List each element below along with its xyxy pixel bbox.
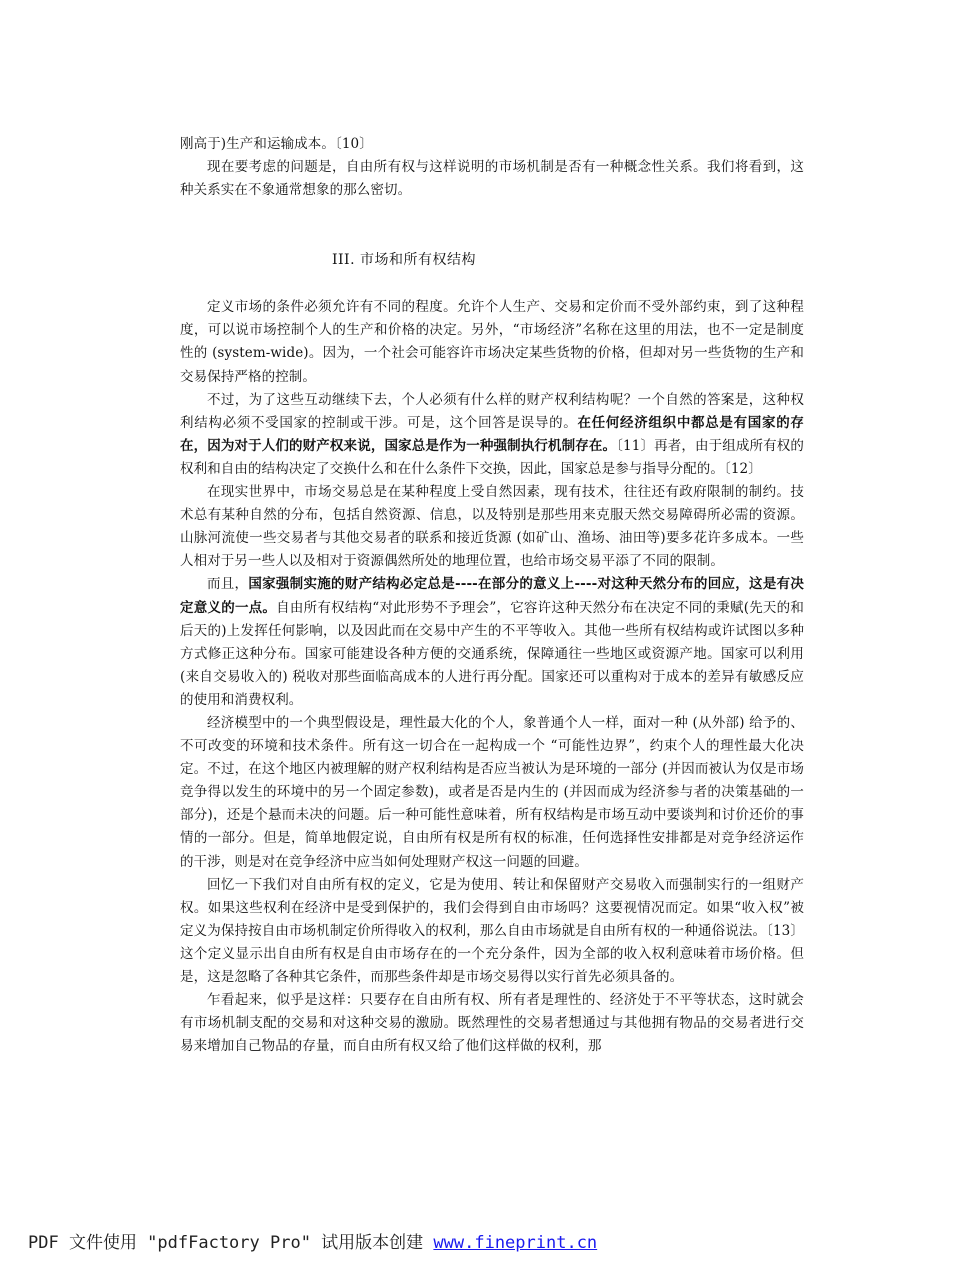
- emphasized-text: 国家强制实施的财产结构必定总是----在部分的意义上----对这种天然分布的回应，这是有决定意义的一点。: [180, 576, 804, 616]
- paragraph: [180, 573, 804, 712]
- emphasized-text: 在任何经济组织中都总是有国家的存在，因为对于人们的财产权来说，国家总是作为一种强制执行机制存在。: [180, 414, 804, 454]
- paragraph: 经济模型中的一个典型假设是，理性最大化的个人，象普通个人一样，面对一种 (从外部) 给予的、不可改变的环境和技术条件。所有这一切合在一起构成一个 “可能性边界”，约束个人的理性最大化决定。不过，在这个地区内被理解的财产权利结构是否应当被认为是环境的一部分 (并因而被认为仅是市场竞争得以发生的环境中的另一个固定参数)，或者是否是内生的 (并因而成为经济参与者的决策基础的一部分)，还是个悬而未决的问题。后一种可能性意味着，所有权结构是市场互动中要谈判和讨价还价的事情的一部分。但是，简单地假定说，自由所有权是所有权的标准，任何选择性安排都是对竞争经济运作的干涉，则是对在竞争经济中应当如何处理财产权这一问题的回避。: [180, 714, 804, 870]
- paragraph: 回忆一下我们对自由所有权的定义，它是为使用、转让和保留财产交易收入而强制实行的一组财产权。如果这些权利在经济中是受到保护的，我们会得到自由市场吗？这要视情况而定。如果“收入权”被定义为保持按自由市场机制定价所得收入的权利，那么自由市场就是自由所有权的一种通俗说法。〔13〕这个定义显示出自由所有权是自由市场存在的一个充分条件，因为全部的收入权利意味着市场价格。但是，这是忽略了各种其它条件，而那些条件却是市场交易得以实行首先必须具备的。: [180, 876, 804, 985]
- footer-text: PDF 文件使用 "pdfFactory Pro" 试用版本创建: [28, 1233, 434, 1253]
- paragraph: 现在要考虑的问题是，自由所有权与这样说明的市场机制是否有一种概念性关系。我们将看到，这种关系实在不象通常想象的那么密切。: [180, 159, 804, 199]
- pdf-footer: [28, 1228, 597, 1253]
- paragraph-continuation: 刚高于)生产和运输成本。〔10〕: [180, 136, 373, 152]
- spacer: [180, 202, 804, 248]
- paragraph-text: 自由所有权结构“对此形势不予理会”，它容许这种天然分布在决定不同的秉赋(先天的和后天的)上发挥任何影响，以及因此而在交易中产生的不平等收入。其他一些所有权结构或许试图以多种方式修正这种分布。国家可能建设各种方便的交通系统，保障通往一些地区或资源产地。国家可以利用 (来自交易收入的) 税收对那些面临高成本的人进行再分配。国家还可以重构对于成本的差异有敏感反应的使用和消费权利。: [180, 599, 804, 708]
- paragraph: [180, 389, 804, 481]
- paragraph: 定义市场的条件必须允许有不同的程度。允许个人生产、交易和定价而不受外部约束，到了这种程度，可以说市场控制个人的生产和价格的决定。另外，“市场经济”名称在这里的用法，也不一定是制度性的 (system-wide)。因为，一个社会可能容许市场决定某些货物的价格，但却对另一些货物的生产和交易保持严格的控制。: [180, 299, 804, 385]
- paragraph: 乍看起来，似乎是这样：只要存在自由所有权、所有者是理性的、经济处于不平等状态，这时就会有市场机制支配的交易和对这种交易的激励。既然理性的交易者想通过与其他拥有物品的交易者进行交易来增加自己物品的存量，而自由所有权又给了他们这样做的权利，那: [180, 992, 804, 1055]
- paragraph: 在现实世界中，市场交易总是在某种程度上受自然因素，现有技术，往往还有政府限制的制约。技术总有某种自然的分布，包括自然资源、信息，以及特别是那些用来克服天然交易障碍所必需的资源。山脉河流使一些交易者与其他交易者的联系和接近货源 (如矿山、渔场、油田等)要多花许多成本。一些人相对于另一些人以及相对于资源偶然所处的地理位置，也给市场交易平添了不同的限制。: [180, 484, 804, 570]
- document-body: [180, 133, 804, 1058]
- paragraph-text: 而且，: [207, 576, 249, 593]
- footer-link[interactable]: www.fineprint.cn: [433, 1233, 598, 1253]
- section-heading: III. 市场和所有权结构: [332, 252, 476, 269]
- paragraph-text: 不过，为了这些互动继续下去，个人必须有什么样的财产权利结构呢？一个自然的答案是，这种权利结构必须不受国家的控制或干涉。可是，这个回答是误导的。: [180, 391, 804, 431]
- spacer: [180, 272, 804, 296]
- paragraph-text: 〔11〕再者，由于组成所有权的权利和自由的结构决定了交换什么和在什么条件下交换，因此，国家总是参与指导分配的。〔12〕: [180, 437, 804, 477]
